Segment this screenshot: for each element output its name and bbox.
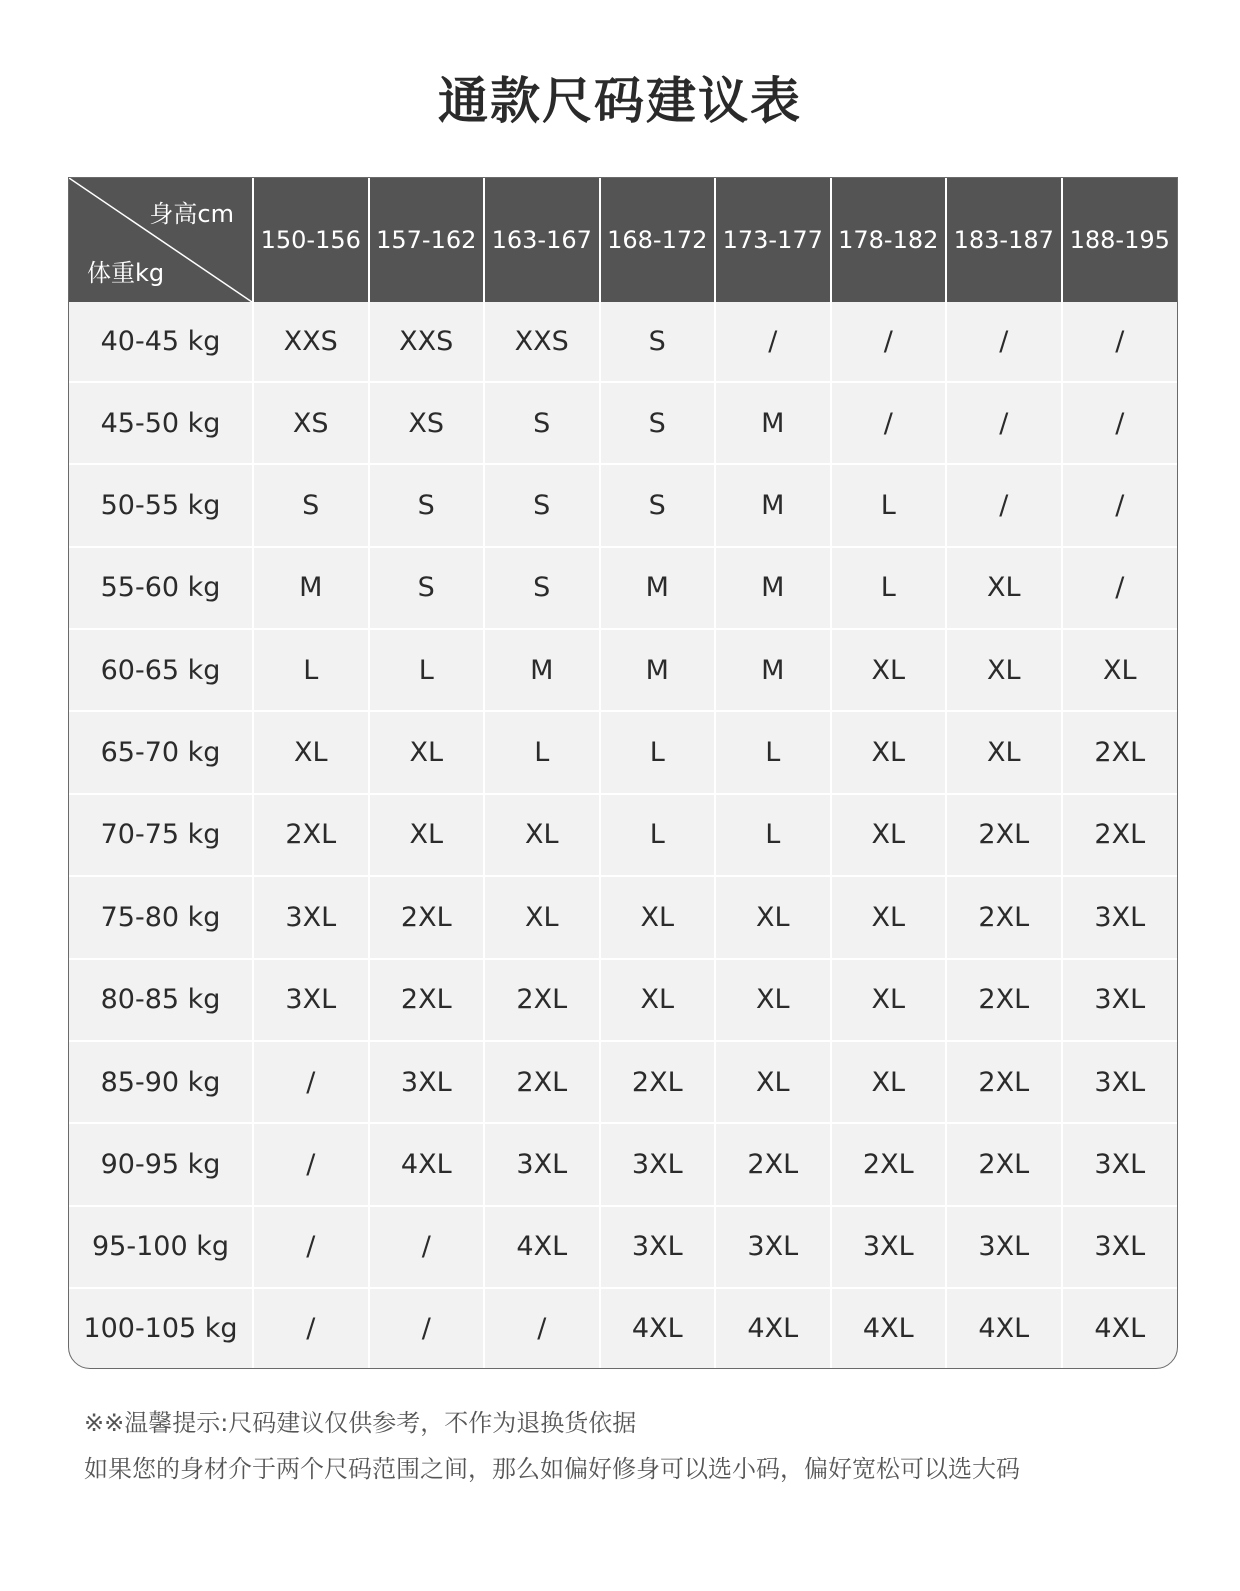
size-cell: XL bbox=[484, 876, 600, 958]
size-cell: M bbox=[715, 629, 831, 711]
weight-range-cell: 60-65 kg bbox=[69, 629, 253, 711]
size-cell: 3XL bbox=[1062, 959, 1178, 1041]
size-cell: M bbox=[715, 464, 831, 546]
size-cell: S bbox=[253, 464, 369, 546]
size-cell: / bbox=[946, 302, 1062, 382]
size-cell: M bbox=[253, 547, 369, 629]
size-cell: S bbox=[600, 302, 716, 382]
size-chart-table-container bbox=[68, 177, 1178, 1369]
size-cell: L bbox=[600, 794, 716, 876]
height-header-cell: 188-195 bbox=[1062, 178, 1178, 302]
size-cell: / bbox=[253, 1123, 369, 1205]
size-cell: L bbox=[831, 547, 947, 629]
size-cell: 2XL bbox=[369, 959, 485, 1041]
size-cell: 2XL bbox=[831, 1123, 947, 1205]
size-cell: XL bbox=[484, 794, 600, 876]
size-cell: 3XL bbox=[1062, 1206, 1178, 1288]
size-cell: XL bbox=[1062, 629, 1178, 711]
size-cell: XL bbox=[369, 794, 485, 876]
size-cell: XL bbox=[831, 629, 947, 711]
page-title: 通款尺码建议表 bbox=[438, 72, 802, 130]
size-cell: XL bbox=[600, 876, 716, 958]
size-cell: 2XL bbox=[484, 959, 600, 1041]
table-row bbox=[69, 794, 1177, 876]
size-cell: L bbox=[253, 629, 369, 711]
size-cell: M bbox=[484, 629, 600, 711]
size-cell: 3XL bbox=[253, 876, 369, 958]
size-cell: / bbox=[831, 302, 947, 382]
size-cell: XXS bbox=[369, 302, 485, 382]
table-row bbox=[69, 629, 1177, 711]
height-header-cell: 163-167 bbox=[484, 178, 600, 302]
size-cell: 2XL bbox=[600, 1041, 716, 1123]
size-cell: L bbox=[369, 629, 485, 711]
size-cell: M bbox=[715, 547, 831, 629]
weight-range-cell: 75-80 kg bbox=[69, 876, 253, 958]
size-cell: XL bbox=[600, 959, 716, 1041]
corner-header-cell bbox=[69, 178, 253, 302]
size-cell: S bbox=[600, 464, 716, 546]
size-cell: 3XL bbox=[1062, 876, 1178, 958]
size-cell: 3XL bbox=[600, 1123, 716, 1205]
weight-range-cell: 55-60 kg bbox=[69, 547, 253, 629]
size-cell: S bbox=[369, 547, 485, 629]
size-cell: M bbox=[600, 547, 716, 629]
table-row bbox=[69, 959, 1177, 1041]
height-header-cell: 150-156 bbox=[253, 178, 369, 302]
size-cell: L bbox=[600, 711, 716, 793]
size-cell: 4XL bbox=[484, 1206, 600, 1288]
size-cell: / bbox=[715, 302, 831, 382]
size-cell: L bbox=[715, 711, 831, 793]
size-cell: / bbox=[1062, 302, 1178, 382]
size-cell: 2XL bbox=[369, 876, 485, 958]
size-cell: / bbox=[253, 1041, 369, 1123]
size-cell: XL bbox=[831, 711, 947, 793]
size-cell: 3XL bbox=[946, 1206, 1062, 1288]
size-cell: XL bbox=[946, 547, 1062, 629]
size-cell: 3XL bbox=[715, 1206, 831, 1288]
table-row bbox=[69, 876, 1177, 958]
weight-range-cell: 100-105 kg bbox=[69, 1288, 253, 1368]
size-cell: 2XL bbox=[484, 1041, 600, 1123]
size-cell: 4XL bbox=[1094, 1313, 1146, 1344]
table-row bbox=[69, 1041, 1177, 1123]
size-cell: / bbox=[253, 1288, 369, 1368]
notes-advice-line: 如果您的身材介于两个尺码范围之间，那么如偏好修身可以选小码，偏好宽松可以选大码 bbox=[84, 1455, 1020, 1483]
size-cell: / bbox=[484, 1288, 600, 1368]
size-cell: / bbox=[946, 464, 1062, 546]
height-axis-label: 身高cm bbox=[149, 200, 234, 228]
size-cell: XXS bbox=[253, 302, 369, 382]
size-cell: 2XL bbox=[1062, 711, 1178, 793]
size-cell: XL bbox=[831, 959, 947, 1041]
size-cell: M bbox=[715, 382, 831, 464]
size-cell: XL bbox=[715, 876, 831, 958]
weight-range-cell: 40-45 kg bbox=[69, 302, 253, 382]
size-cell: / bbox=[369, 1288, 485, 1368]
table-row bbox=[69, 711, 1177, 793]
size-cell: 2XL bbox=[946, 1123, 1062, 1205]
height-header-cell: 157-162 bbox=[369, 178, 485, 302]
size-chart-table bbox=[69, 178, 1177, 1368]
size-cell: / bbox=[253, 1206, 369, 1288]
size-cell: 3XL bbox=[253, 959, 369, 1041]
size-cell: XL bbox=[831, 794, 947, 876]
size-cell: 3XL bbox=[484, 1123, 600, 1205]
size-cell: 2XL bbox=[946, 794, 1062, 876]
header-row bbox=[69, 178, 1177, 302]
size-cell: XS bbox=[369, 382, 485, 464]
notes-tip-line: ※※温馨提示:尺码建议仅供参考，不作为退换货依据 bbox=[84, 1409, 637, 1437]
size-cell: 2XL bbox=[946, 959, 1062, 1041]
size-cell: XL bbox=[715, 959, 831, 1041]
size-cell: S bbox=[484, 464, 600, 546]
size-cell: S bbox=[484, 547, 600, 629]
size-cell: 3XL bbox=[600, 1206, 716, 1288]
size-cell: 4XL bbox=[946, 1288, 1062, 1368]
size-cell: 4XL bbox=[715, 1288, 831, 1368]
size-cell: XL bbox=[369, 711, 485, 793]
size-cell: XS bbox=[253, 382, 369, 464]
size-cell: 3XL bbox=[831, 1206, 947, 1288]
table-row bbox=[69, 547, 1177, 629]
size-chart-body bbox=[69, 302, 1177, 1368]
table-row bbox=[69, 1206, 1177, 1288]
weight-axis-label: 体重kg bbox=[87, 259, 165, 287]
weight-range-cell: 90-95 kg bbox=[69, 1123, 253, 1205]
size-cell: 2XL bbox=[1062, 794, 1178, 876]
weight-range-cell: 45-50 kg bbox=[69, 382, 253, 464]
size-cell: 3XL bbox=[1062, 1123, 1178, 1205]
size-cell: / bbox=[369, 1206, 485, 1288]
size-cell: S bbox=[484, 382, 600, 464]
weight-range-cell: 65-70 kg bbox=[69, 711, 253, 793]
size-cell: XL bbox=[946, 629, 1062, 711]
size-cell: / bbox=[831, 382, 947, 464]
table-row bbox=[69, 464, 1177, 546]
size-cell: / bbox=[1062, 382, 1178, 464]
table-row bbox=[69, 302, 1177, 382]
size-cell: L bbox=[831, 464, 947, 546]
size-cell: 3XL bbox=[1062, 1041, 1178, 1123]
size-cell: L bbox=[715, 794, 831, 876]
weight-range-cell: 50-55 kg bbox=[69, 464, 253, 546]
size-cell: 2XL bbox=[946, 1041, 1062, 1123]
weight-range-cell: 95-100 kg bbox=[69, 1206, 253, 1288]
size-cell: 3XL bbox=[369, 1041, 485, 1123]
size-cell: XL bbox=[715, 1041, 831, 1123]
size-cell: S bbox=[369, 464, 485, 546]
size-cell: 4XL bbox=[369, 1123, 485, 1205]
height-header-cell: 183-187 bbox=[946, 178, 1062, 302]
size-cell: 2XL bbox=[715, 1123, 831, 1205]
table-row bbox=[69, 1123, 1177, 1205]
size-cell: L bbox=[484, 711, 600, 793]
height-header-cell: 173-177 bbox=[715, 178, 831, 302]
size-cell: XXS bbox=[484, 302, 600, 382]
table-row bbox=[69, 1288, 1177, 1368]
size-cell: 4XL bbox=[600, 1288, 716, 1368]
size-cell: 4XL bbox=[831, 1288, 947, 1368]
weight-range-cell: 80-85 kg bbox=[69, 959, 253, 1041]
weight-range-cell: 70-75 kg bbox=[69, 794, 253, 876]
size-cell: / bbox=[1062, 547, 1178, 629]
size-cell: XL bbox=[831, 1041, 947, 1123]
size-cell: 2XL bbox=[946, 876, 1062, 958]
size-cell: / bbox=[1062, 464, 1178, 546]
notes-section bbox=[84, 1400, 1184, 1492]
size-cell: XL bbox=[946, 711, 1062, 793]
size-cell: 2XL bbox=[253, 794, 369, 876]
size-cell: M bbox=[600, 629, 716, 711]
height-header-cell: 178-182 bbox=[831, 178, 947, 302]
size-cell: XL bbox=[253, 711, 369, 793]
size-cell: / bbox=[946, 382, 1062, 464]
size-cell: XL bbox=[831, 876, 947, 958]
height-header-cell: 168-172 bbox=[600, 178, 716, 302]
weight-range-cell: 85-90 kg bbox=[69, 1041, 253, 1123]
size-cell: S bbox=[600, 382, 716, 464]
table-row bbox=[69, 382, 1177, 464]
